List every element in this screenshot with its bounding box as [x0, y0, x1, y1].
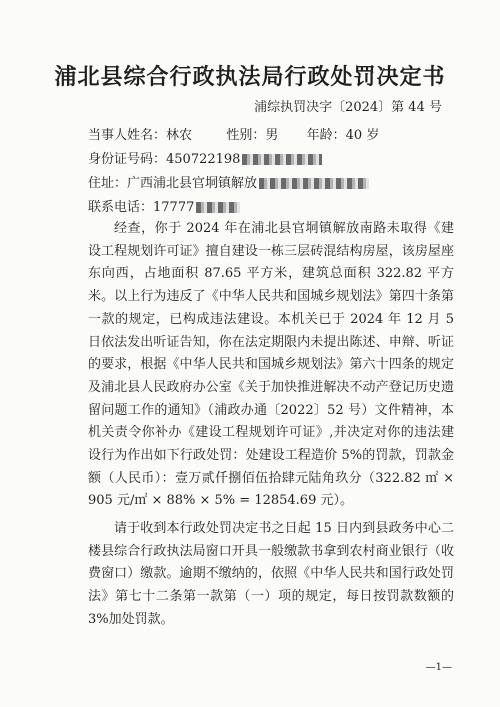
phone-label: 联系电话：	[88, 200, 154, 215]
gender-label: 性别：	[226, 128, 266, 143]
findings-paragraph: 经查，你于 2024 年在浦北县官垌镇解放南路未取得《建设工程规划许可证》擅自建设一栋三层砖混结构房屋，该房屋座东向西，占地面积 87.65 平方米，建筑总面积 322.82 平方米。以上行为违反了《中华人民共和国城乡规划法》第四十条第一款的规定，已构成违法建设。本机关已于 2024 年 12 月 5 日依法发出听证告知，你在法定期限内未提出陈述、申辩、听证的要求，根据《中华人民共和国城乡规划法》第六十四条的规定及浦北县人民政府办公室《关于加快推进解决不动产登记历史遗留问题工作的通知》（浦政办通〔2022〕52 号）文件精神，本机关责令你补办《建设工程规划许可证》,并决定对你的违法建设行为作出如下行政处罚：处建设工程造价 5%的罚款，罚款金额（人民币）：壹万贰仟捌佰伍拾肆元陆角玖分（322.82 ㎡ × 905 元/㎡ × 88% × 5% = 12854.69 元）。	[88, 221, 454, 509]
party-address: 广西浦北县官垌镇解放	[127, 176, 258, 191]
address-label: 住址：	[88, 176, 128, 191]
party-name: 林农	[166, 128, 193, 143]
party-age: 40 岁	[345, 128, 380, 143]
document-number: 浦综执罚决字〔2024〕第 44 号	[254, 100, 442, 115]
id-number: 450722198	[166, 152, 241, 167]
name-label: 当事人姓名：	[88, 128, 167, 143]
payment-paragraph: 请于收到本行政处罚决定书之日起 15 日内到县政务中心二楼县综合行政执法局窗口开具一般缴款书拿到农村商业银行（收费窗口）缴款。逾期不缴纳的，依照《中华人民共和国行政处罚法》第七十二条第一款第（一）项的规定，每日按罚款数额的 3%加处罚款。	[88, 521, 454, 627]
age-label: 年龄：	[306, 128, 346, 143]
page-number: —1—	[425, 662, 452, 673]
redaction-mark	[242, 154, 322, 165]
redaction-mark	[259, 178, 369, 189]
phone-line	[88, 196, 240, 215]
party-info-line	[88, 124, 379, 143]
document-title: 浦北县综合行政执法局行政处罚决定书	[54, 65, 446, 90]
id-number-line	[88, 148, 322, 167]
address-line	[88, 172, 369, 191]
redaction-mark	[196, 202, 240, 213]
party-gender: 男	[265, 128, 279, 143]
party-phone: 17777	[153, 200, 195, 215]
id-label: 身份证号码：	[88, 152, 167, 167]
